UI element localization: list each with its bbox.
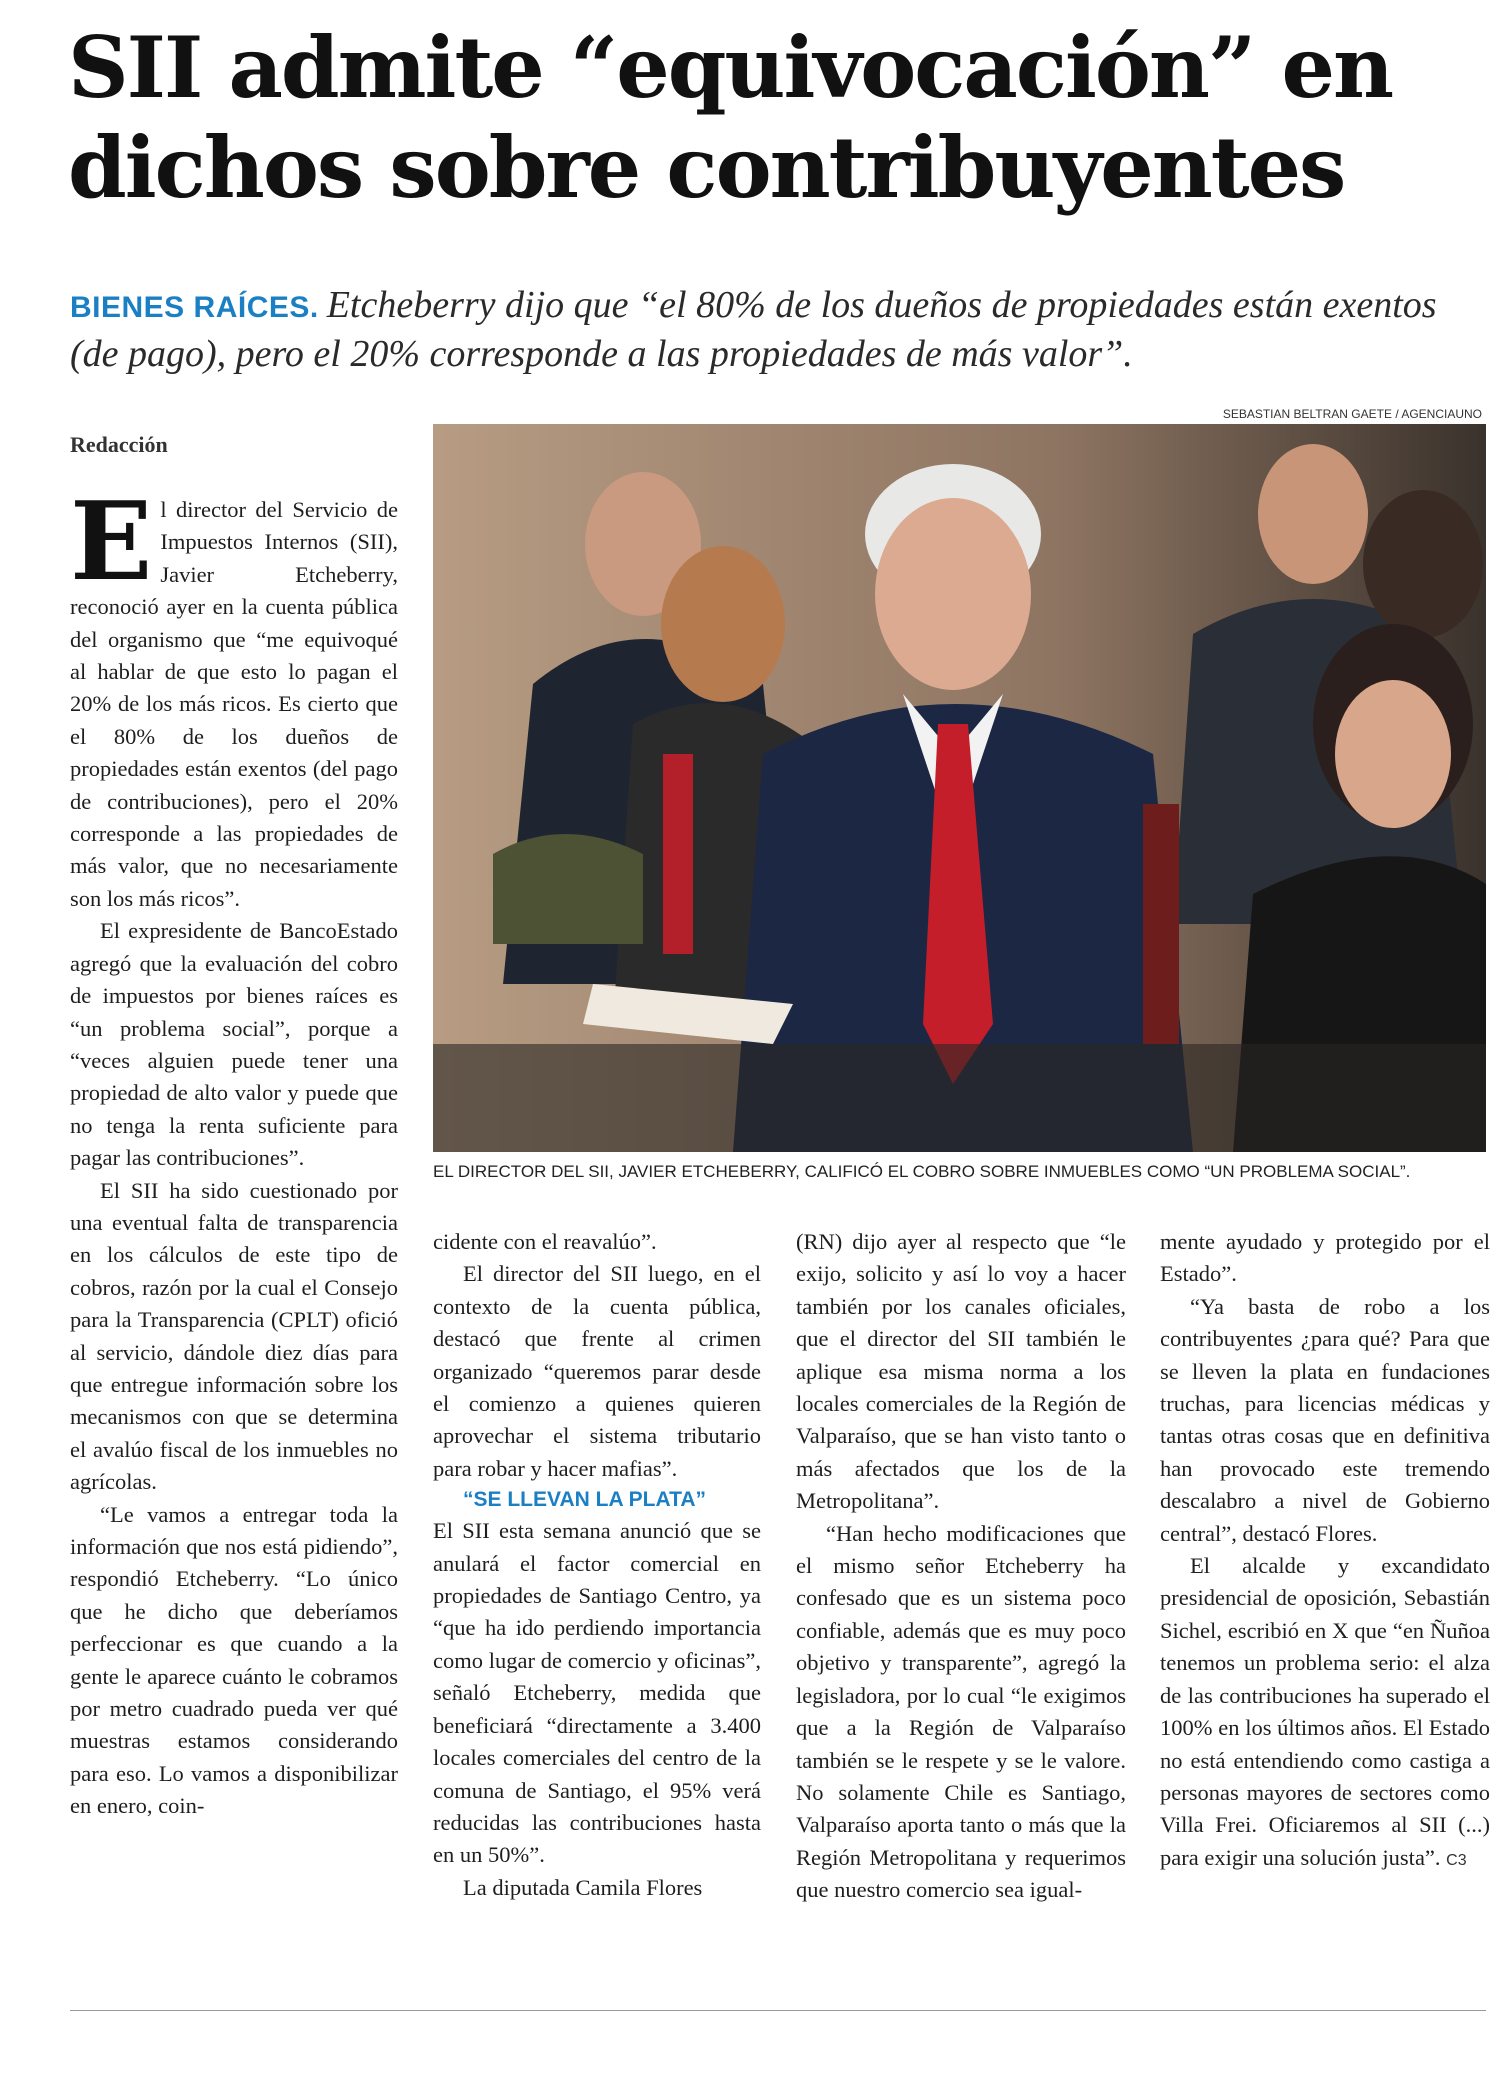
paragraph-10-text: El alcalde y excandidato presidencial de oposición, Sebastián Sichel, escribió en X que “en Ñuñoa tenemos un problema serio: el alza de las contribuciones ha superado el 100% en los últimos años. El Estado no está entendiendo como castiga a personas mayores de sectores como Villa Frei. Oficiaremos al SII (...) para exigir una solución justa”.	[1160, 1553, 1490, 1870]
column-2	[433, 1226, 761, 1996]
paragraph-10	[1160, 1550, 1490, 1877]
paragraph-1	[70, 494, 398, 915]
paragraph-4-continued: cidente con el reavalúo”.	[433, 1229, 657, 1254]
end-mark: C3	[1446, 1851, 1467, 1869]
photo-illustration	[433, 424, 1486, 1152]
paragraph-7-continued: (RN) dijo ayer al respecto que “le exijo, solicito y así lo voy a hacer también por los canales oficiales, que el director del SII también le aplique esa misma norma a los locales comerciales de la Región de Valparaíso, que se han visto tanto o más afectados que los de la Metropolitana”.	[796, 1229, 1126, 1514]
subhead: “SE LLEVAN LA PLATA”	[463, 1488, 707, 1512]
paragraph-9: “Ya basta de robo a los contribuyentes ¿para qué? Para que se lleven la plata en fundaciones truchas, para licencias médicas y tantas otras cosas que en definitiva han provocado este tremendo descalabro a nivel de Gobierno central”, destacó Flores.	[1160, 1293, 1490, 1546]
paragraph-3: El SII ha sido cuestionado por una eventual falta de transparencia en los cálculos de este tipo de cobros, razón por la cual el Consejo para la Transparencia (CPLT) ofició al servicio, dándole diez días para que entregue información sobre los mecanismos con que se determina el avalúo fiscal de los inmuebles no agrícolas.	[70, 1177, 398, 1495]
bottom-rule	[70, 2010, 1486, 2011]
paragraph-2: El expresidente de BancoEstado agregó que la evaluación del cobro de impuestos por bienes raíces es “un problema social”, porque a “veces alguien puede tener una propiedad de alto valor y puede que no tenga la renta suficiente para pagar las contribuciones”.	[70, 918, 398, 1171]
dropcap: E	[70, 494, 153, 605]
paragraph-5: El director del SII luego, en el contexto de la cuenta pública, destacó que frente al crimen organizado “queremos parar desde el comienzo a quienes quieren aprovechar el sistema tributario para robar y hacer mafias”.	[433, 1261, 761, 1481]
paragraph-7: La diputada Camila Flores	[463, 1874, 703, 1900]
kicker: BIENES RAÍCES.	[70, 291, 319, 324]
deck-text: Etcheberry dijo que “el 80% de los dueños de propiedades están exentos (de pago), pero el 20% corresponde a las propiedades de más valor”.	[70, 284, 1437, 375]
photo-credit: SEBASTIAN BELTRAN GAETE / AGENCIAUNO	[1222, 407, 1482, 421]
column-4	[1160, 1226, 1490, 1996]
column-1	[70, 494, 398, 1994]
byline: Redacción	[70, 432, 168, 457]
paragraph-8-continued: mente ayudado y protegido por el Estado”.	[1160, 1229, 1490, 1287]
deck	[70, 282, 1470, 377]
paragraph-4: “Le vamos a entregar toda la información que nos está pidiendo”, respondió Etcheberry. “Lo único que he dicho que deberíamos perfeccionar es que cuando a la gente le aparece cuánto le cobramos por metro cuadrado pueda ver qué muestras estamos considerando para eso. Lo vamos a disponibilizar en enero, coin-	[70, 1501, 398, 1819]
paragraph-8: “Han hecho modificaciones que el mismo señor Etcheberry ha confesado que es un sistema poco confiable, además que es muy poco objetivo y transparente”, agregó la legisladora, por lo cual “le exigimos que a la Región de Valparaíso también se le respete y se le valore. No solamente Chile es Santiago, Valparaíso aporta tanto o más que la Región Metropolitana y requerimos que nuestro comercio sea igual-	[796, 1520, 1126, 1903]
paragraph-6: El SII esta semana anunció que se anulará el factor comercial en propiedades de Santiago Centro, ya “que ha ido perdiendo importancia como lugar de comercio y oficinas”, señaló Etcheberry, medida que beneficiará “directamente a 3.400 locales comerciales del centro de la comuna de Santiago, el 95% verá reducidas las contribuciones hasta en un 50%”.	[433, 1518, 761, 1868]
paragraph-1-text: l director del Servicio de Impuestos Internos (SII), Javier Etcheberry, reconoció ayer en la cuenta pública del organismo que “me equivoqué al hablar de que esto lo pagan el 20% de los más ricos. Es cierto que el 80% de los dueños de propiedades están exentos (del pago de contribuciones), pero el 20% corresponde a las propiedades de más valor, que no necesariamente son los más ricos”.	[70, 497, 398, 911]
news-photo	[433, 424, 1486, 1152]
headline: SII admite “equivocación” en dichos sobre contribuyentes	[68, 18, 1393, 217]
column-3	[796, 1226, 1126, 1996]
photo-caption: EL DIRECTOR DEL SII, JAVIER ETCHEBERRY, CALIFICÓ EL COBRO SOBRE INMUEBLES COMO “UN PROBLEMA SOCIAL”.	[433, 1162, 1411, 1181]
